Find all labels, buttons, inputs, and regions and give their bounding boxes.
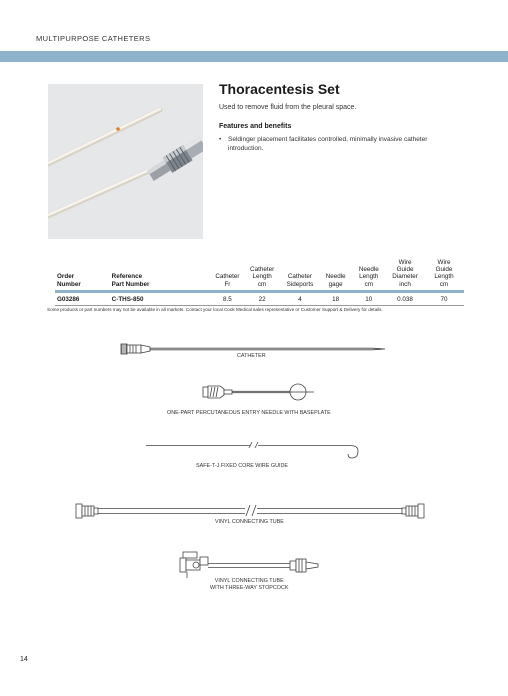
caption-catheter: CATHETER <box>237 353 266 359</box>
cell-catheter-fr: 8.5 <box>223 295 232 303</box>
cell-wire-diameter: 0.038 <box>397 295 413 303</box>
cell-needle-gage: 18 <box>332 295 340 303</box>
features-heading: Features and benefits <box>219 123 292 130</box>
col-catheter-length: Catheter Length cm <box>250 266 275 288</box>
cell-wire-length: 70 <box>440 295 448 303</box>
product-title: Thoracentesis Set <box>219 81 340 97</box>
caption-wire-guide: SAFE-T-J FIXED CORE WIRE GUIDE <box>196 463 288 469</box>
feature-item: • Seldinger placement facilitates controlled, minimally invasive catheter introduction. <box>219 135 439 153</box>
vinyl-tube-illustration <box>76 504 424 518</box>
caption-vinyl-tube: VINYL CONNECTING TUBE <box>215 519 284 525</box>
cell-catheter-sideports: 4 <box>298 295 302 303</box>
needle-illustration <box>203 384 314 400</box>
cell-order-number: G03286 <box>57 295 80 303</box>
caption-tube-stopcock: VINYL CONNECTING TUBE WITH THREE-WAY STOPCOCK <box>210 578 289 591</box>
cell-reference-part-number: C-THS-850 <box>111 295 144 303</box>
col-order-number: Order Number <box>57 273 81 288</box>
section-header: MULTIPURPOSE CATHETERS <box>36 34 151 43</box>
col-catheter-fr: Catheter Fr <box>215 273 240 288</box>
wire-guide-illustration <box>146 442 358 458</box>
product-subtitle: Used to remove fluid from the pleural space. <box>219 104 357 111</box>
footnote: Some products or part numbers may not be available in all markets. Contact your local Cook Medical sales representative or Customer Support & Delivery for details. <box>47 307 383 312</box>
caption-needle: ONE-PART PERCUTANEOUS ENTRY NEEDLE WITH BASEPLATE <box>167 410 331 416</box>
col-catheter-sideports: Catheter Sideports <box>286 273 314 288</box>
cell-needle-length: 10 <box>365 295 373 303</box>
col-reference-part-number: Reference Part Number <box>111 273 150 288</box>
page-number: 14 <box>20 656 28 663</box>
tube-stopcock-illustration <box>180 552 318 578</box>
col-wire-diameter: Wire Guide Diameter inch <box>392 259 418 288</box>
col-wire-length: Wire Guide Length cm <box>434 259 454 288</box>
col-needle-gage: Needle gage <box>325 273 346 288</box>
col-needle-length: Needle Length cm <box>358 266 379 288</box>
cell-catheter-length: 22 <box>258 295 266 303</box>
